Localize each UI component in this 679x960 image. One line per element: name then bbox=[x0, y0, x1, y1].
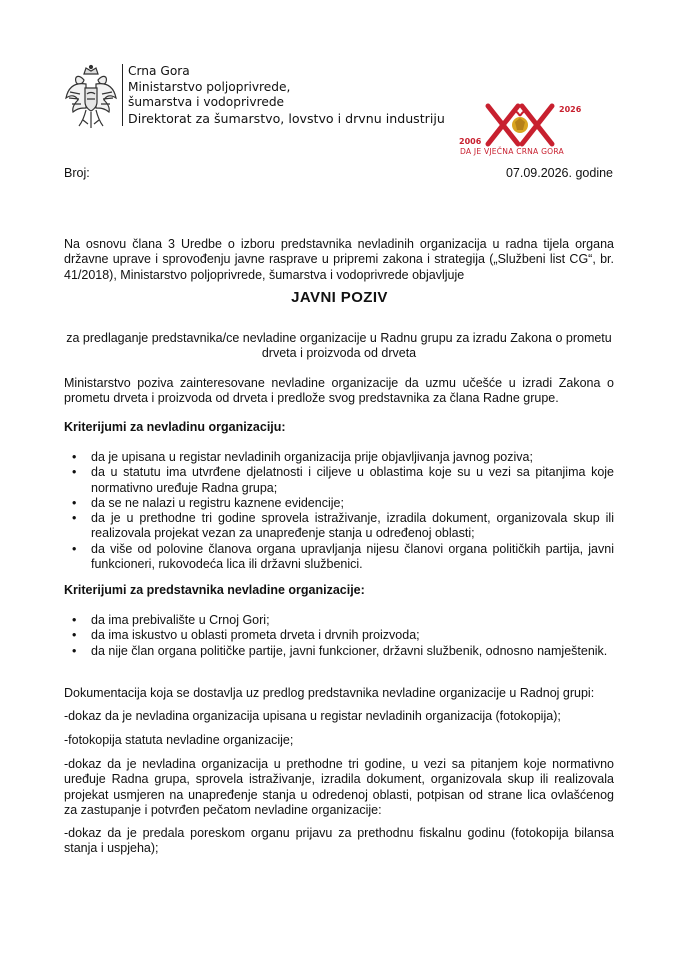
document-item: -dokaz da je nevladina organizacija upisana u registar nevladinih organizacija (fotokopija); bbox=[64, 709, 561, 723]
criteria-rep-heading: Kriterijumi za predstavnika nevladine organizacije: bbox=[64, 583, 365, 597]
document-item: -dokaz da je nevladina organizacija u prethodne tri godine, u vezi sa pitanjem koje normativno uređuje Radna grupa, sprovela istraživanje, izradila dokument, organizovala skup ili realizovala projekat usmjeren na unapređenje stanja u odredenoj oblasti, potpisan od strane lica ovlašćenog za zastupanje i potvrđen pečatom nevladine organizacije: bbox=[64, 757, 614, 817]
logo-year-right: 2026 bbox=[559, 105, 582, 114]
document-item: -dokaz da je predala poreskom organu prijavu za prethodnu fiskalnu godinu (fotokopija bilansa stanja i uspjeha); bbox=[64, 826, 614, 856]
logo-year-left: 2006 bbox=[459, 137, 482, 146]
list-item: • da nije član organa političke partije, javni funkcioner, državni službenik, odnosno namještenik. bbox=[64, 644, 614, 659]
criteria-org-list bbox=[64, 450, 614, 572]
documents-intro: Dokumentacija koja se dostavlja uz predlog predstavnika nevladine organizacije u Radnoj grupi: bbox=[64, 686, 595, 700]
criteria-rep-list bbox=[64, 613, 614, 659]
list-item: • da više od polovine članova organa upravljanja nijesu članovi organa političkih partija, javni funkcioneri, rukovodeća lica ili državni službenici. bbox=[64, 542, 614, 573]
list-item: • da je upisana u registar nevladinih organizacija prije objavljivanja javnog poziva; bbox=[64, 450, 614, 465]
ministry-header bbox=[122, 64, 445, 126]
directorate-name: Direktorat za šumarstvo, lovstvo i drvnu industriju bbox=[128, 110, 445, 126]
ministry-name: Ministarstvo poljoprivrede, bbox=[128, 79, 291, 94]
list-item: • da u statutu ima utvrđene djelatnosti i ciljeve u oblastima koje su u vezi sa pitanjima koje normativno uređuje Radna grupa; bbox=[64, 465, 614, 496]
list-item: • da ima prebivalište u Crnoj Gori; bbox=[64, 613, 614, 628]
ministry-name-cont: šumarstva i vodoprivrede bbox=[128, 95, 285, 109]
intro-paragraph: Na osnovu člana 3 Uredbe o izboru predstavnika nevladinih organizacija u radna tijela organa državne uprave i sprovođenju javne rasprave u pripremi zakona i strategija („Službeni list CG“, br. 41/2018), Ministarstvo poljoprivrede, šumarstva i vodoprivrede objavljuje bbox=[64, 237, 614, 282]
criteria-org-heading: Kriterijumi za nevladinu organizaciju: bbox=[64, 420, 286, 434]
document-date: 07.09.2026. godine bbox=[505, 166, 613, 180]
invitation-paragraph: Ministarstvo poziva zainteresovane nevladine organizacije da uzmu učešće u izradi Zakona o prometu drveta i proizvoda od drveta i predlože svog predstavnika za člana Radne grupe. bbox=[64, 376, 614, 406]
logo-motto: DA JE VJEČNA CRNA GORA bbox=[460, 147, 564, 156]
list-item: • da je u prethodne tri godine sprovela istraživanje, izradila dokument, organizovala skup ili realizovala projekat vezan za unapređenje stanja u određenoj oblasti; bbox=[64, 511, 614, 542]
document-title: JAVNI POZIV bbox=[291, 289, 388, 306]
document-item: -fotokopija statuta nevladine organizacije; bbox=[64, 733, 294, 747]
list-item: • da se ne nalazi u registru kaznene evidencije; bbox=[64, 496, 614, 511]
montenegro-coat-of-arms-icon bbox=[64, 64, 118, 130]
document-subtitle: za predlaganje predstavnika/ce nevladine organizacije u Radnu grupu za izradu Zakona o prometu drveta i proizvoda od drveta bbox=[66, 331, 612, 361]
reference-number-label: Broj: bbox=[64, 166, 90, 180]
list-item: • da ima iskustvo u oblasti prometa drveta i drvnih proizvoda; bbox=[64, 628, 614, 643]
country-name: Crna Gora bbox=[128, 64, 190, 78]
